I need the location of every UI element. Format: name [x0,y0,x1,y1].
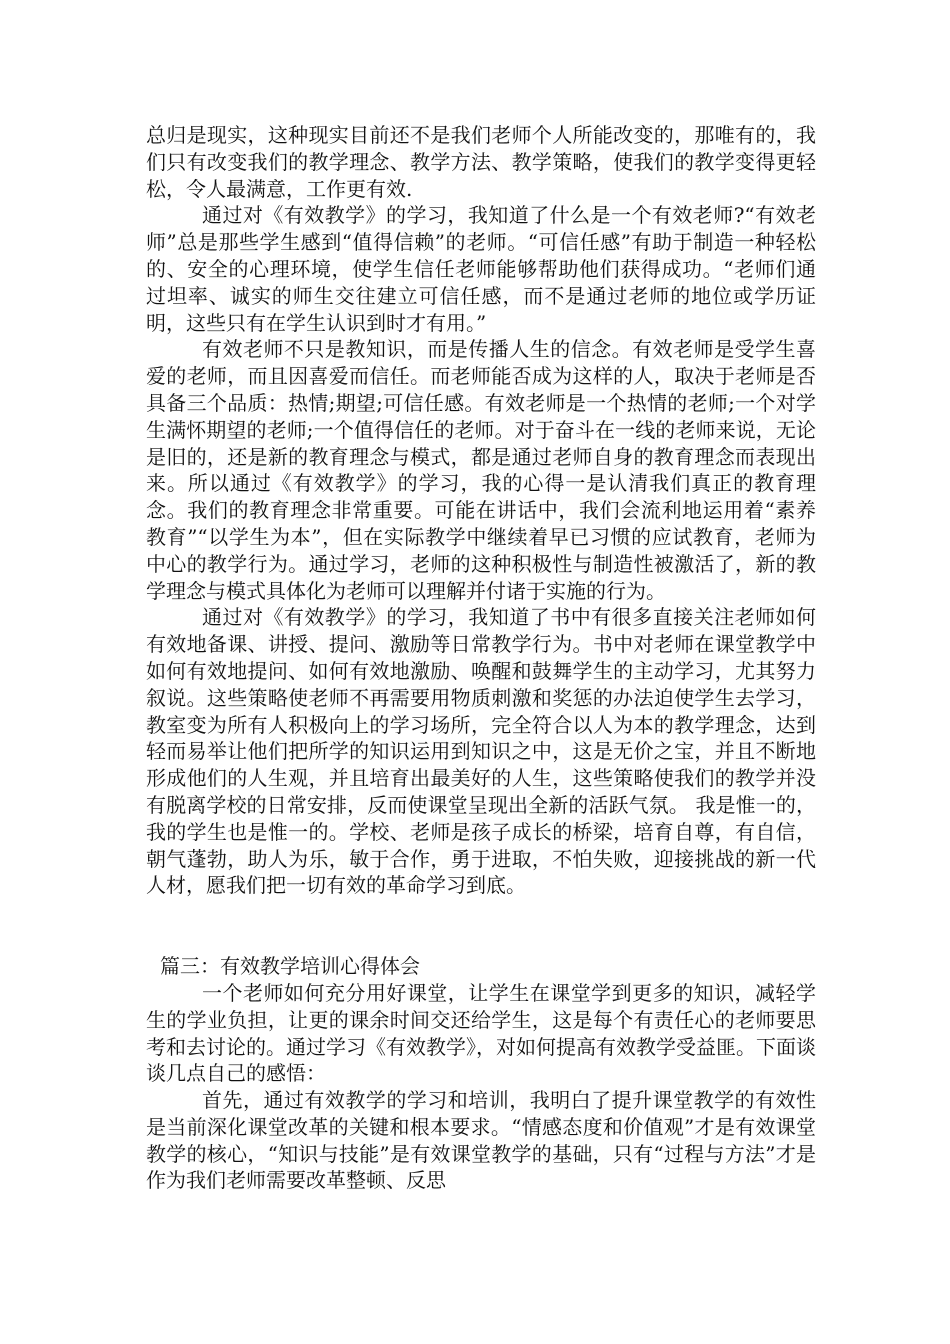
paragraph-effective-teacher: 通过对《有效教学》的学习，我知道了什么是一个有效老师?“有效老师”总是那些学生感到“值得信赖”的老师。“可信任感”有助于制造一种轻松的、安全的心理环境，使学生信任老师能够帮助他们获得成功。“老师们通过坦率、诚实的师生交往建立可信任感，而不是通过老师的地位或学历证明，这些只有在学生认识到时才有用。” [146,203,816,335]
paragraph-first-point: 首先，通过有效教学的学习和培训，我明白了提升课堂教学的有效性是当前深化课堂改革的关键和根本要求。“情感态度和价值观”才是有效课堂教学的核心，“知识与技能”是有效课堂教学的基础，只有“过程与方法”才是作为我们老师需要改革整顿、反思 [146,1088,816,1193]
paragraph-classroom-use: 一个老师如何充分用好课堂，让学生在课堂学到更多的知识，减轻学生的学业负担，让更的课余时间交还给学生，这是每个有责任心的老师要思考和去讨论的。通过学习《有效教学》，对如何提高有效教学受益匪。下面谈谈几点自己的感悟： [146,980,816,1086]
section-spacer [146,899,816,953]
document-page [146,122,816,1194]
paragraph-teacher-qualities: 有效老师不只是教知识，而是传播人生的信念。有效老师是受学生喜爱的老师，而且因喜爱而信任。而老师能否成为这样的人，取决于老师是否具备三个品质：热情;期望;可信任感。有效老师是一个热情的老师;一个对学生满怀期望的老师;一个值得信任的老师。对于奋斗在一线的老师来说，无论是旧的，还是新的教育理念与模式，都是通过老师自身的教育理念而表现出来。所以通过《有效教学》的学习，我的心得一是认清我们真正的教育理念。我们的教育理念非常重要。可能在讲话中，我们会流利地运用着“素养教育”“以学生为本”，但在实际教学中继续着早已习惯的应试教育，老师为中心的教学行为。通过学习，老师的这种积极性与制造性被激活了，新的教学理念与模式具体化为老师可以理解并付诸于实施的行为。 [146,337,816,603]
section-heading: 篇三：有效教学培训心得体会 [160,954,420,979]
paragraph-continuation: 总归是现实，这种现实目前还不是我们老师个人所能改变的，那唯有的，我们只有改变我们的教学理念、教学方法、教学策略，使我们的教学变得更轻松，令人最满意，工作更有效. [146,123,816,201]
paragraph-teaching-strategies: 通过对《有效教学》的学习，我知道了书中有很多直接关注老师如何有效地备课、讲授、提问、激励等日常教学行为。书中对老师在课堂教学中如何有效地提问、如何有效地激励、唤醒和鼓舞学生的主动学习，尤其努力叙说。这些策略使老师不再需要用物质刺激和奖惩的办法迫使学生去学习，教室变为所有人积极向上的学习场所，完全符合以人为本的教学理念，达到轻而易举让他们把所学的知识运用到知识之中，这是无价之宝，并且不断地形成他们的人生观，并且培育出最美好的人生，这些策略使我们的教学并没有脱离学校的日常安排，反而使课堂呈现出全新的活跃气氛。 我是惟一的，我的学生也是惟一的。学校、老师是孩子成长的桥梁，培育自尊，有自信，朝气蓬勃，助人为乐，敏于合作，勇于进取，不怕失败，迎接挑战的新一代人材，愿我们把一切有效的革命学习到底。 [146,605,816,898]
